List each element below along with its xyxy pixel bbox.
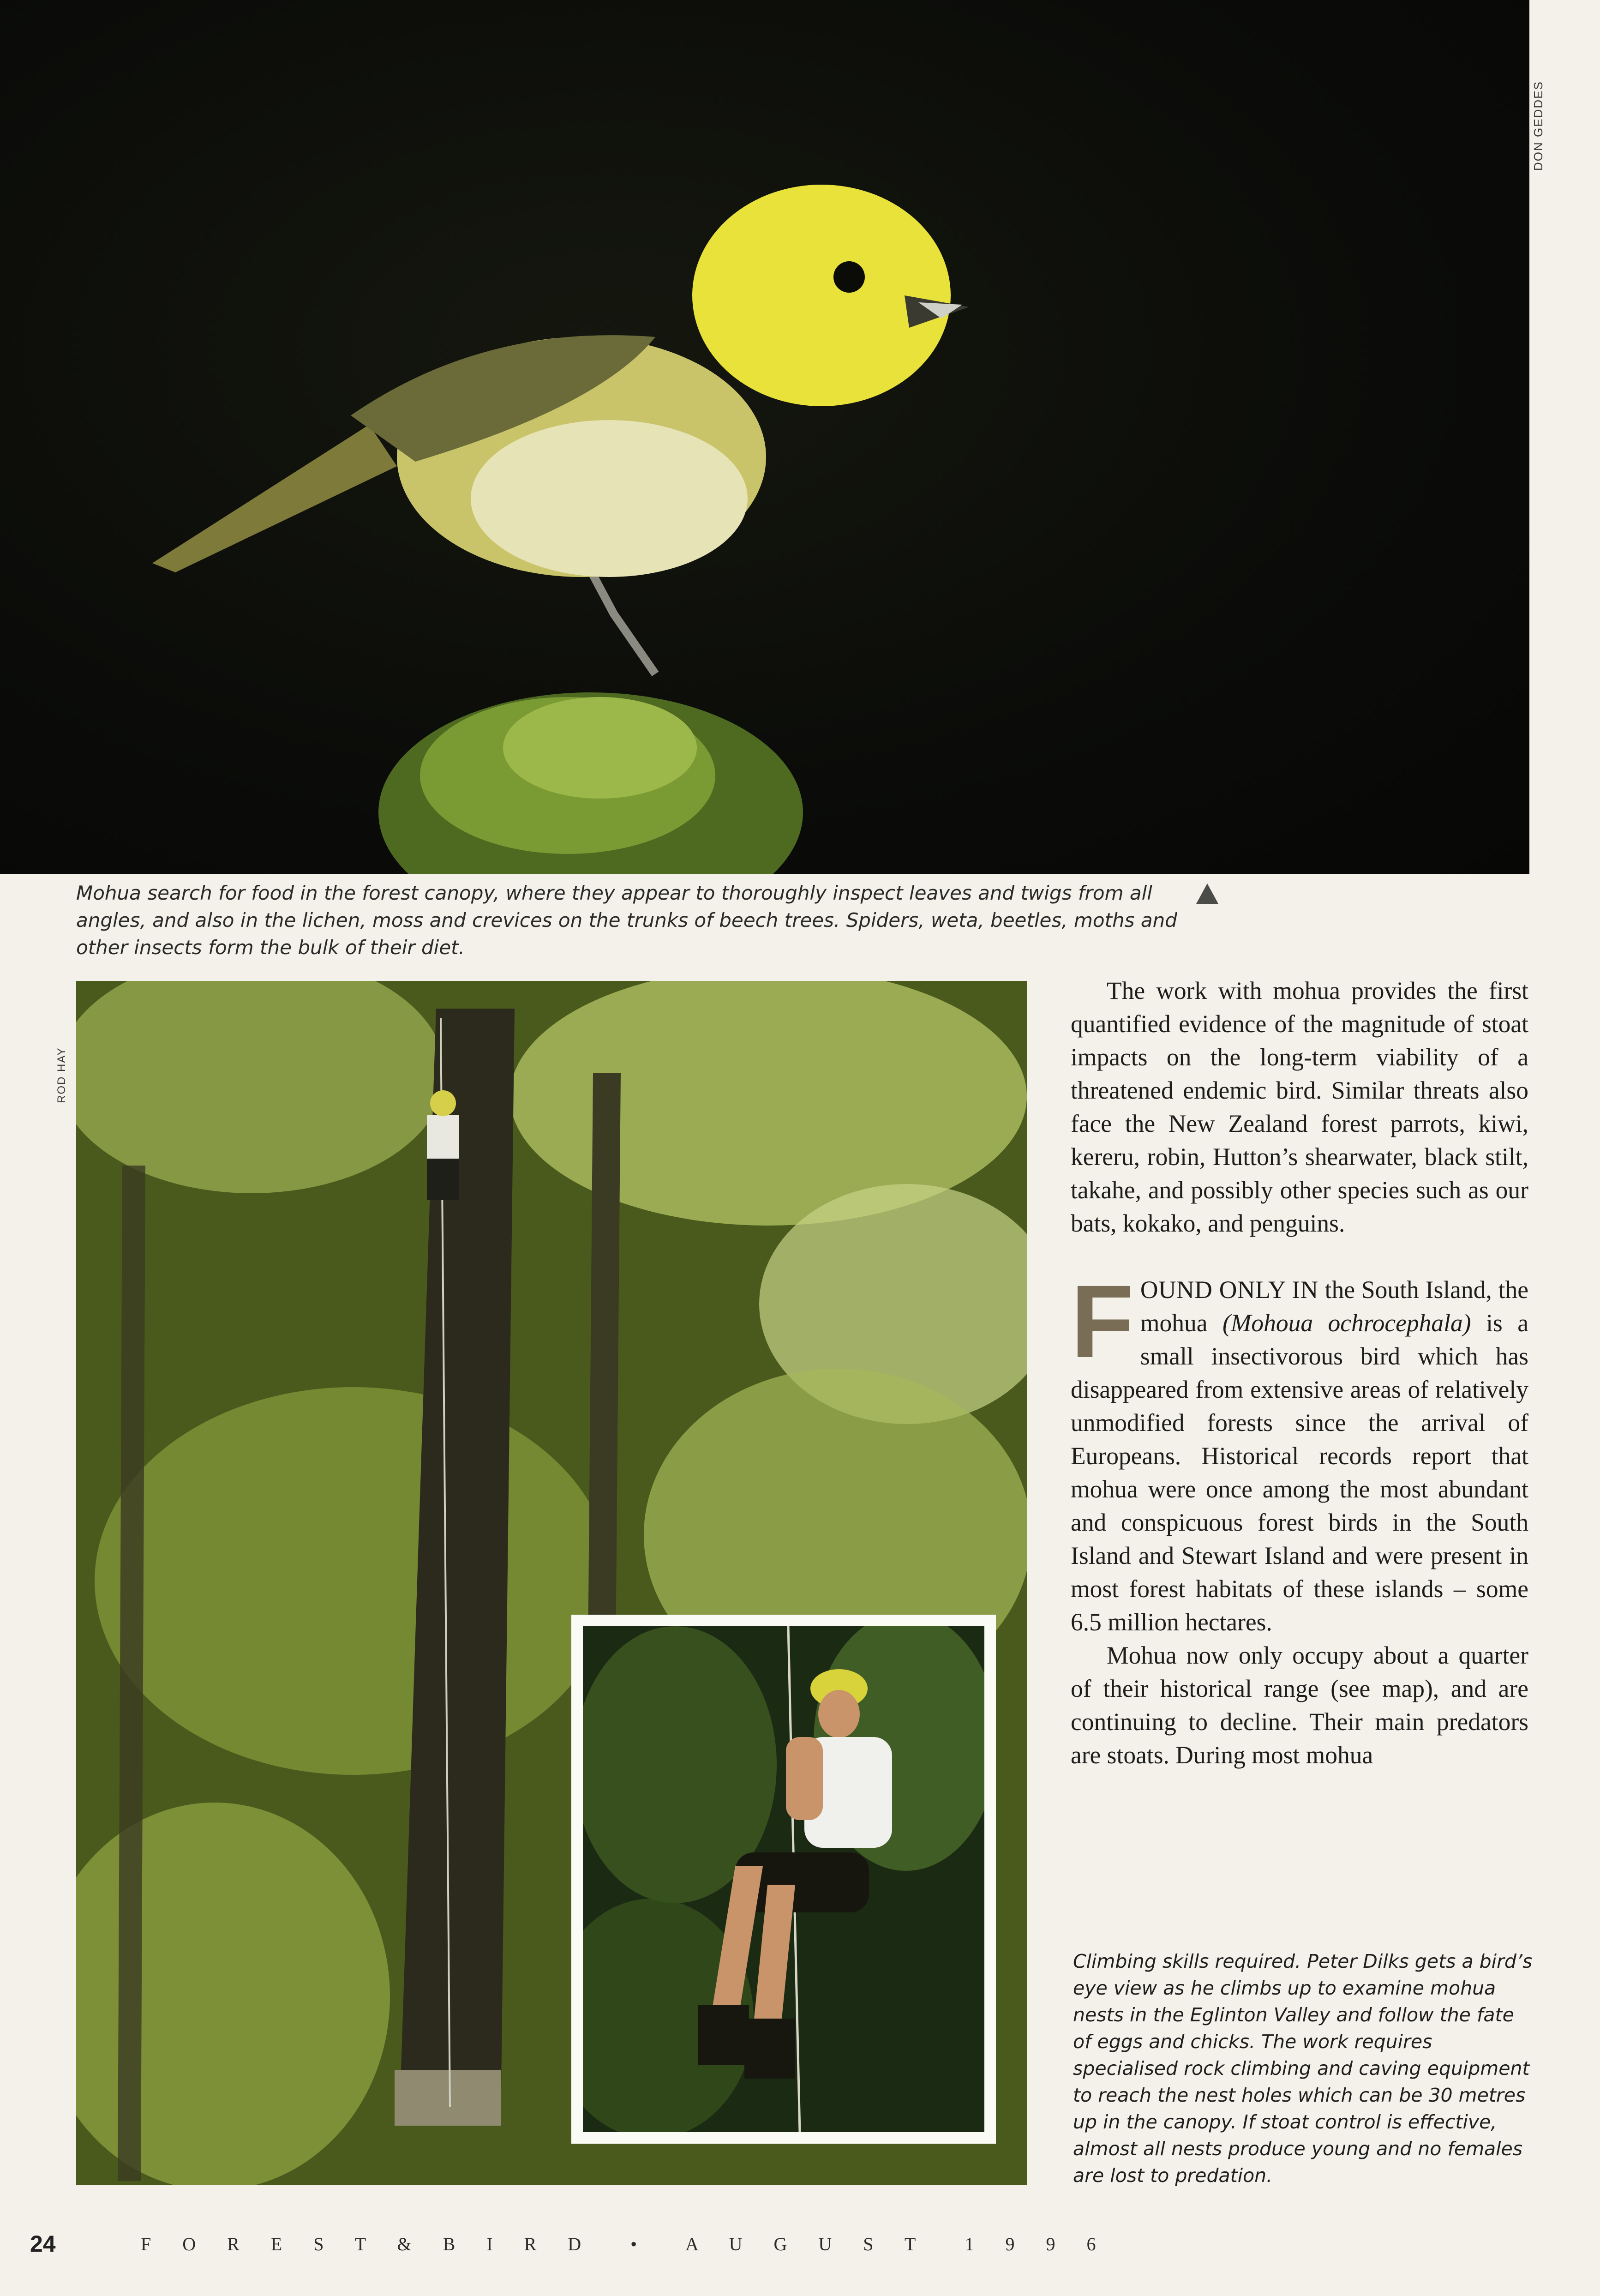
article-paragraph-1: The work with mohua provides the first quantified evidence of the magnitude of stoat impacts on the long-term viability of a threatened endemic bird. Similar threats also face the New Zealand forest parrots, kiwi, kereru, robin, Hutton’s shearwater, black stilt, takahe, and possibly other species such as our bats, kokako, and penguins. xyxy=(1071,977,1528,1237)
inset-photo-frame xyxy=(583,1626,984,2132)
article-paragraph-2 xyxy=(1071,1264,1528,1639)
mohua-illustration xyxy=(0,0,1529,874)
page-number: 24 xyxy=(30,2231,56,2257)
photo-credit-forest: ROD HAY xyxy=(55,1047,68,1103)
article-body xyxy=(1071,974,1528,1772)
climber-illustration xyxy=(583,1626,984,2132)
species-name: (Mohoua ochrocephala) xyxy=(1222,1309,1471,1337)
magazine-footer-title: F O R E S T & B I R D • A U G U S T 1 9 9 6 xyxy=(141,2234,1109,2254)
inset-climber-photo xyxy=(571,1615,996,2144)
article-paragraph-3: Mohua now only occupy about a quarter of their historical range (see map), and are continuing to decline. Their main predators are stoats. During most mohua xyxy=(1071,1641,1528,1769)
drop-cap: F xyxy=(1071,1264,1134,1379)
paragraph-2-text-b: is a small insectivorous bird which has disappeared from extensive areas of relatively unmodified forests since the arrival of Europeans. Historical records report that mohua were once among the most abundant and conspicuous forest birds in the South Island and Stewart Island and were present in most forest habitats of these islands – some 6.5 million hectares. xyxy=(1071,1309,1528,1636)
triangle-up-icon xyxy=(1195,883,1219,905)
lead-in-text: OUND ONLY IN xyxy=(1140,1276,1318,1304)
mohua-photo xyxy=(0,0,1529,874)
paragraph-2-text-a: the South Island, the mohua xyxy=(1140,1276,1528,1337)
photo-caption-bottom: Climbing skills required. Peter Dilks gets a bird’s eye view as he climbs up to examine mohua nests in the Eglinton Valley and follow the fate of eggs and chicks. The work requires specialised rock climbing and caving equipment to reach the nest holes which can be 30 metres up in the canopy. If stoat control is effective, almost all nests produce young and no females are lost to predation. xyxy=(1073,1950,1533,2187)
photo-credit-top: DON GEDDES xyxy=(1531,81,1545,171)
photo-caption-top: Mohua search for food in the forest canopy, where they appear to thoroughly inspect leaves and twigs from all angles, and also in the lichen, moss and crevices on the trunks of beech trees. Spiders, weta, beetles, moths and other insects form the bulk of their diet. xyxy=(76,882,1177,959)
